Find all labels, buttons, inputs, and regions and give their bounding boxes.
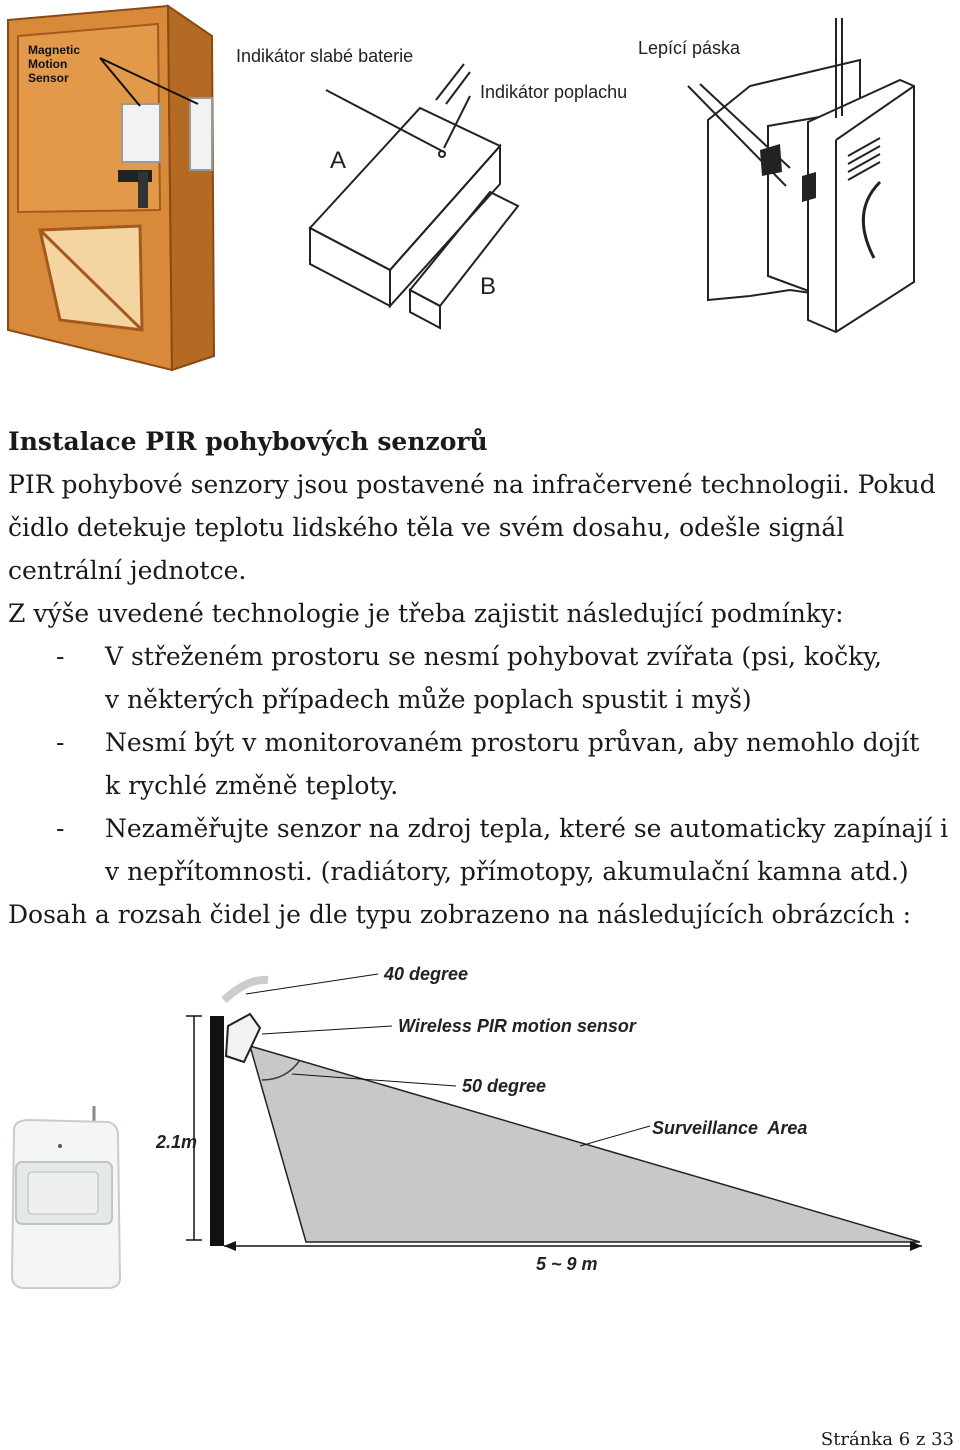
alarm-indicator-label: Indikátor poplachu bbox=[480, 82, 628, 102]
conditions-intro: Z výše uvedené technologie je třeba zajistit následující podmínky: bbox=[8, 599, 844, 628]
leader-area bbox=[580, 1126, 650, 1146]
battery-indicator-label: Indikátor slabé baterie bbox=[236, 46, 414, 66]
pir-sensor-photo bbox=[12, 1106, 120, 1288]
bullet-2-line-2: k rychlé změně teploty. bbox=[105, 771, 399, 800]
door-illustration bbox=[8, 6, 214, 370]
surveillance-area-label: Surveillance Area bbox=[652, 1118, 808, 1138]
door-label-line-1: Magnetic bbox=[28, 43, 81, 57]
surveillance-area bbox=[250, 1046, 920, 1242]
page-number: Stránka 6 z 33 bbox=[820, 1429, 954, 1450]
top-figure bbox=[0, 0, 960, 380]
bullet-item bbox=[8, 635, 958, 721]
tape-patch-2 bbox=[802, 172, 816, 202]
range-label: 5 ~ 9 m bbox=[536, 1254, 598, 1274]
angle-40-label: 40 degree bbox=[384, 964, 469, 984]
bullet-dash: - bbox=[56, 814, 65, 843]
leader-sensor bbox=[262, 1026, 392, 1034]
intro-line-2: čidlo detekuje teplotu lidského těla ve svém dosahu, odešle signál bbox=[8, 513, 845, 542]
transmitter-drawing bbox=[688, 18, 914, 332]
part-a-label: A bbox=[330, 147, 347, 174]
height-label: 2.1m bbox=[156, 1132, 198, 1152]
document-body bbox=[8, 420, 958, 936]
bullet-dash: - bbox=[56, 642, 65, 671]
wall bbox=[210, 1016, 224, 1246]
pir-coverage-diagram bbox=[0, 950, 960, 1310]
tape-label: Lepící páska bbox=[638, 38, 741, 58]
range-arrow-left bbox=[224, 1241, 236, 1251]
bullet-2-line-1: Nesmí být v monitorovaném prostoru průvan, aby nemohlo dojít bbox=[105, 728, 920, 757]
bullet-dash: - bbox=[56, 728, 65, 757]
bullet-item bbox=[8, 721, 958, 807]
bullet-3-line-2: v nepřítomnosti. (radiátory, přímotopy, akumulační kamna atd.) bbox=[105, 857, 909, 886]
section-heading: Instalace PIR pohybových senzorů bbox=[8, 427, 488, 456]
sensor-label: Wireless PIR motion sensor bbox=[398, 1016, 636, 1036]
top-angle-arc bbox=[224, 980, 268, 1000]
part-b-label: B bbox=[480, 273, 497, 300]
bullet-1-line-2: v některých případech může poplach spustit i myš) bbox=[105, 685, 752, 714]
door-label-line-3: Sensor bbox=[28, 71, 69, 85]
tape-patch-1 bbox=[760, 144, 782, 176]
closing-line: Dosah a rozsah čidel je dle typu zobrazeno na následujících obrázcích : bbox=[8, 900, 912, 929]
bullet-3-line-1: Nezaměřujte senzor na zdroj tepla, které se automaticky zapínají i bbox=[105, 814, 949, 843]
intro-line-1: PIR pohybové senzory jsou postavené na infračervené technologii. Pokud bbox=[8, 470, 936, 499]
bullet-item bbox=[8, 807, 958, 893]
angle-50-label: 50 degree bbox=[462, 1076, 547, 1096]
bullet-1-line-1: V střeženém prostoru se nesmí pohybovat zvířata (psi, kočky, bbox=[105, 642, 882, 671]
door-label-line-2: Motion bbox=[28, 57, 68, 71]
intro-line-3: centrální jednotce. bbox=[8, 556, 247, 585]
